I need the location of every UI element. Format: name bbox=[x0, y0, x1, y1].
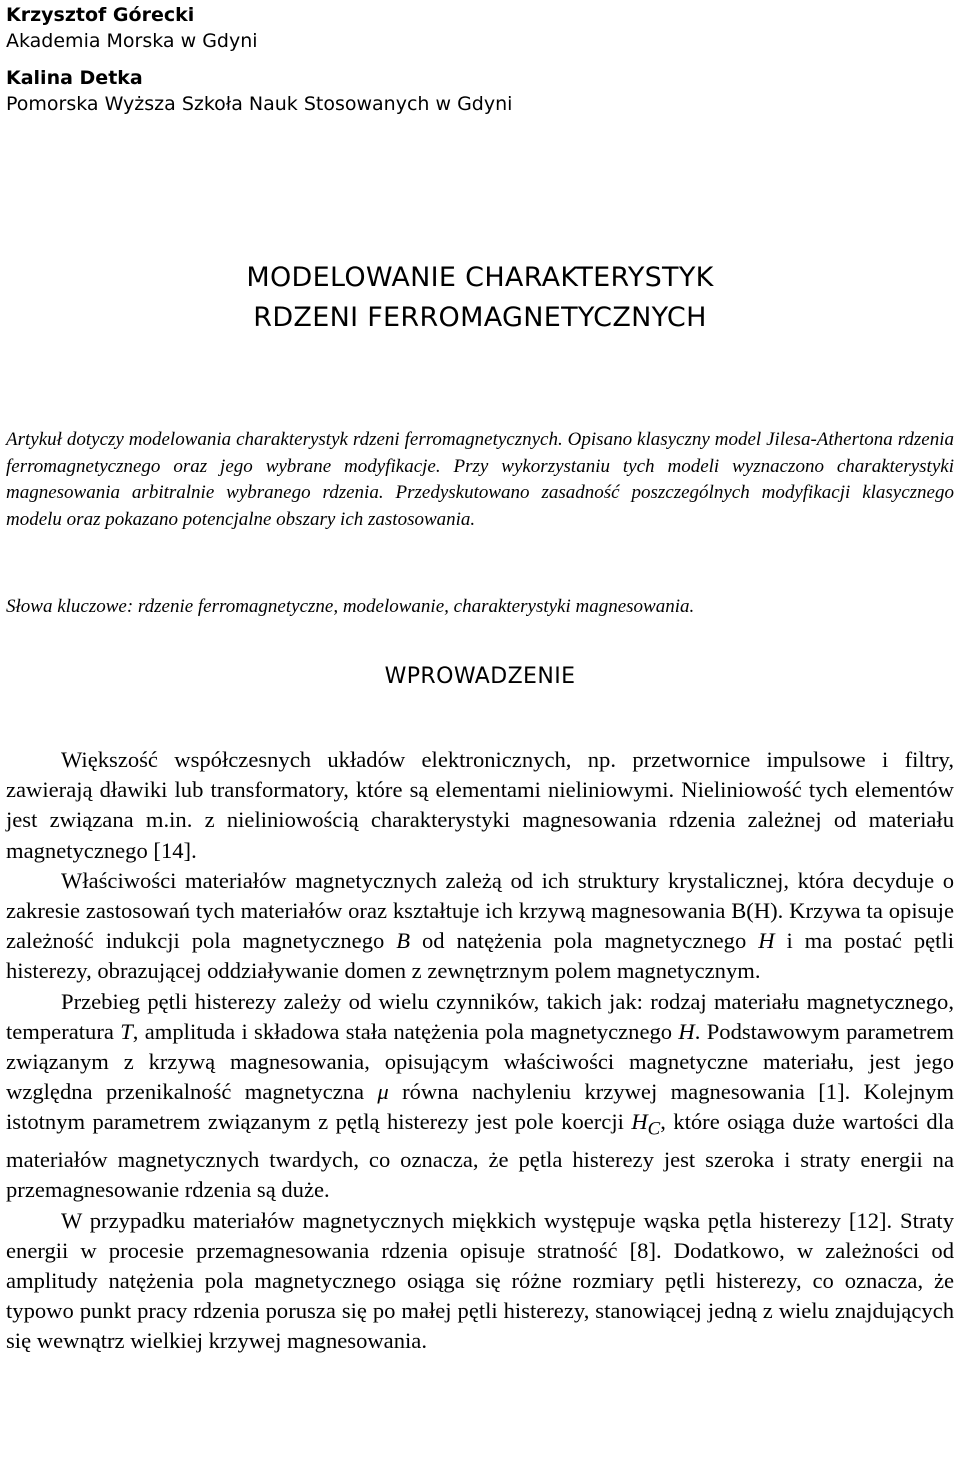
author-block bbox=[6, 2, 906, 128]
paragraph-text: Przebieg pętli histerezy zależy od wielu czynników, takich jak: rodzaj materiału magnetycznego, temperatura bbox=[6, 988, 954, 1044]
paragraph-text: od natężenia pola magnetycznego bbox=[410, 928, 759, 954]
author-name: Krzysztof Górecki bbox=[6, 4, 195, 26]
math-variable: T bbox=[120, 1018, 133, 1044]
math-subscript: C bbox=[647, 1118, 661, 1140]
paragraph: Większość współczesnych układów elektronicznych, np. przetwornice impulsowe i filtry, zawierają dławiki lub transformatory, które są elementami nieliniowymi. Nieliniowość tych elementów jest związana m.in. z nieliniowością charakterystyki magnesowania rdzenia zależnej od materiału magnetycznego [14]. bbox=[6, 747, 954, 863]
paragraph-text: , amplituda i składowa stała natężenia pola magnetycznego bbox=[132, 1018, 679, 1044]
abstract: Artykuł dotyczy modelowania charakterystyk rdzeni ferromagnetycznych. Opisano klasyczny model Jilesa-Athertona rdzenia ferromagnetycznego oraz jego wybrane modyfikacje. Przy wykorzystaniu tych modeli wyznaczono charakterystyki magnesowania arbitralnie wybranego rdzenia. Przedyskutowano zasadność poszczególnych modyfikacji klasycznego modelu oraz pokazano potencjalne obszary ich zastosowania. bbox=[6, 429, 954, 530]
math-variable: H bbox=[631, 1109, 648, 1135]
paper-title-line: RDZENI FERROMAGNETYCZNYCH bbox=[253, 302, 707, 333]
section-heading: WPROWADZENIE bbox=[384, 664, 576, 689]
paper-title bbox=[0, 258, 960, 338]
math-variable: B bbox=[396, 928, 411, 954]
paper-title-line: MODELOWANIE CHARAKTERYSTYK bbox=[246, 262, 714, 293]
paragraph-text: . Podstawowym parametrem związanym z krzywą magnesowania, opisującym właściwości magnetyczne materiału, jest jego względna przenikalność magnetyczna bbox=[6, 1018, 954, 1105]
paragraph-text: równa nachyleniu krzywej magnesowania [1]. Kolejnym istotnym parametrem związanym z pętlą histerezy jest pole koercji bbox=[6, 1079, 954, 1135]
paragraph-text: , które osiąga duże wartości dla materiałów magnetycznych twardych, co oznacza, że pętla histerezy jest szeroka i straty energii na przemagnesowanie rdzenia są duże. bbox=[6, 1109, 954, 1203]
author-affiliation: Pomorska Wyższa Szkoła Nauk Stosowanych w Gdyni bbox=[6, 93, 513, 115]
math-variable: H bbox=[678, 1018, 695, 1044]
author-name: Kalina Detka bbox=[6, 67, 143, 89]
paragraph bbox=[6, 987, 954, 1206]
paragraph-text: i ma postać pętli histerezy, obrazującej oddziaływanie domen z zewnętrznym polem magnetycznym. bbox=[6, 928, 954, 984]
author-affiliation: Akademia Morska w Gdyni bbox=[6, 30, 258, 52]
math-variable: H bbox=[758, 928, 775, 954]
paragraph bbox=[6, 866, 954, 987]
math-variable: μ bbox=[377, 1079, 389, 1105]
keywords: Słowa kluczowe: rdzenie ferromagnetyczne, modelowanie, charakterystyki magnesowania. bbox=[6, 596, 695, 617]
section-body bbox=[6, 745, 954, 1357]
paragraph-text: Właściwości materiałów magnetycznych zależą od ich struktury krystalicznej, która decyduje o zakresie zastosowań tych materiałów oraz kształtuje ich krzywą magnesowania B(H). Krzywa ta opisuje zależność indukcji pola magnetycznego bbox=[6, 867, 954, 954]
paragraph: W przypadku materiałów magnetycznych miękkich występuje wąska pętla histerezy [12]. Straty energii w procesie przemagnesowania rdzenia opisuje stratność [8]. Dodatkowo, w zależności od amplitudy natężenia pola magnetycznego osiąga się różne rozmiary pętli histerezy, co oznacza, że typowo punkt pracy rdzenia porusza się po małej pętli histerezy, stanowiącej jedną z wielu znajdujących się wewnątrz wielkiej krzywej magnesowania. bbox=[6, 1207, 954, 1354]
